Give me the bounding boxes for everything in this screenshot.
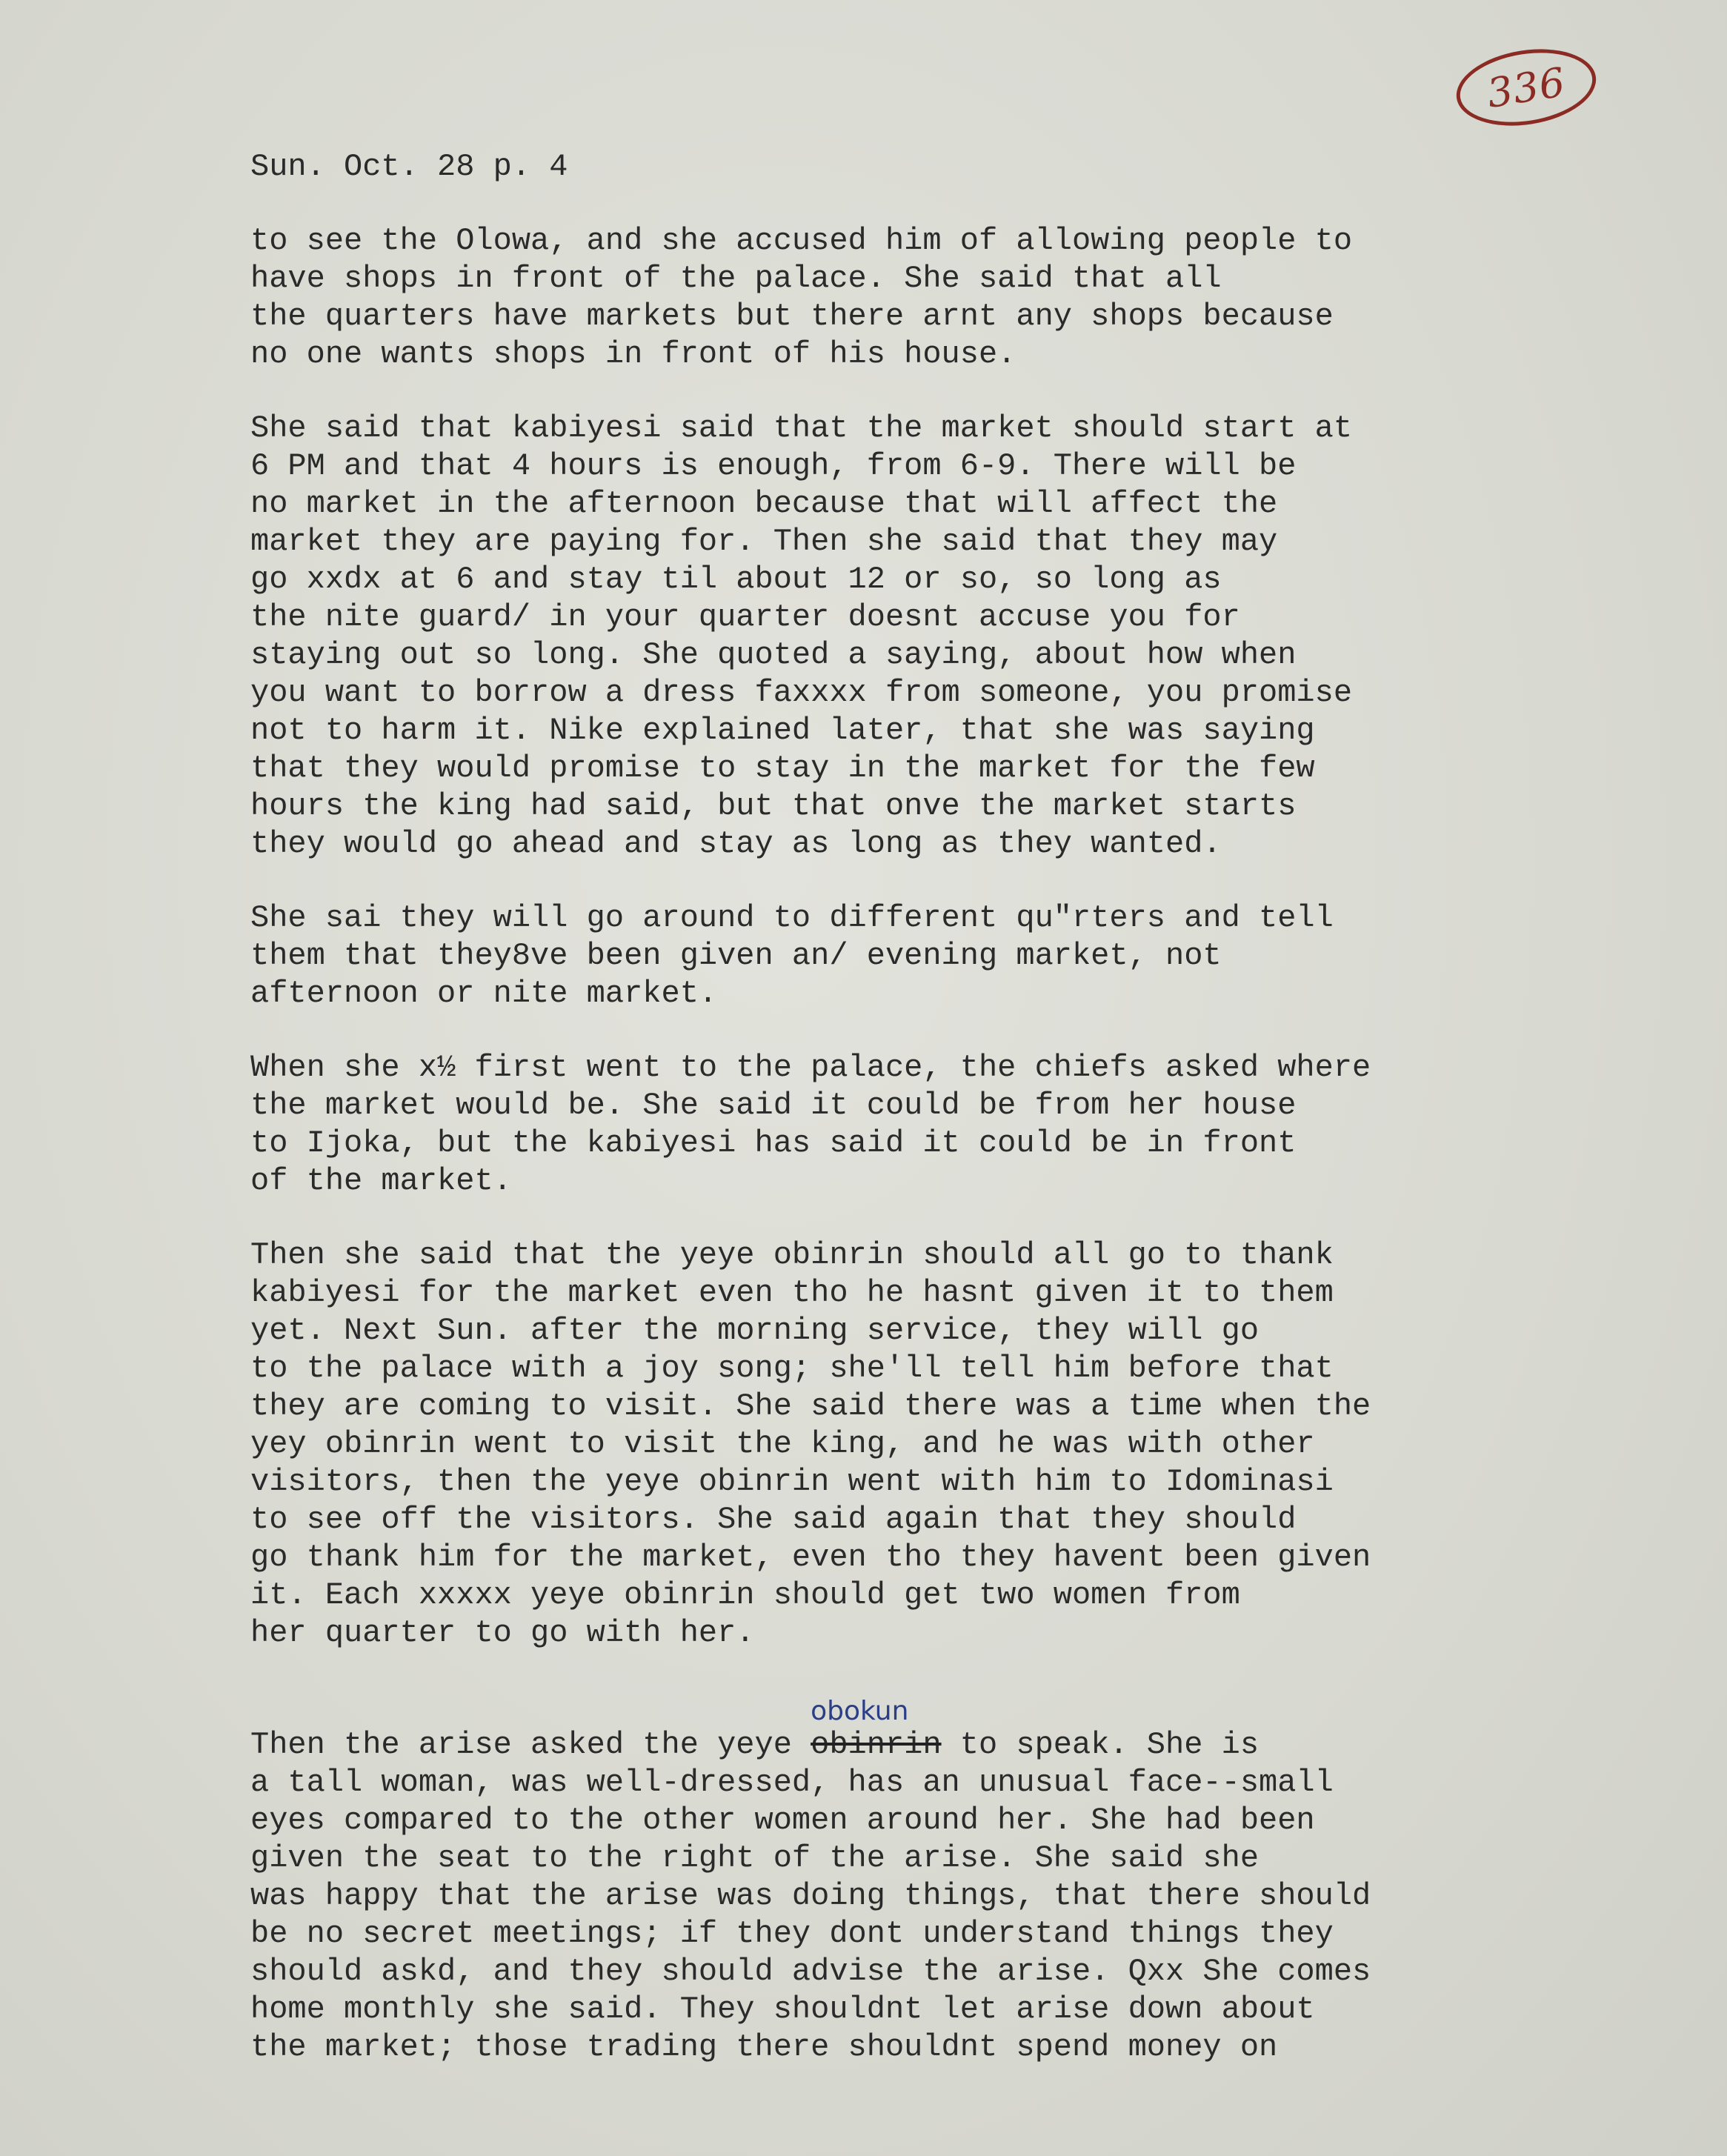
text-line: to the palace with a joy song; she'll tell him before that <box>250 1351 1334 1386</box>
text-line-with-correction <box>250 1696 1658 1764</box>
text-line: yet. Next Sun. after the morning service, they will go <box>250 1313 1260 1348</box>
text-line: the market; those trading there shouldnt spend money on <box>250 2029 1278 2065</box>
typescript-body <box>250 148 1658 2103</box>
paragraph-2 <box>250 410 1658 863</box>
text-line: Then she said that the yeye obinrin should all go to thank <box>250 1237 1334 1273</box>
paragraph-4 <box>250 1049 1658 1200</box>
text-line: it. Each xxxxx yeye obinrin should get two women from <box>250 1577 1240 1613</box>
text-line: that they would promise to stay in the market for the few <box>250 751 1315 786</box>
text-line: no one wants shops in front of his house. <box>250 336 1016 372</box>
text-line: the quarters have markets but there arnt any shops because <box>250 299 1334 334</box>
text-line: of the market. <box>250 1163 512 1199</box>
text-line: they are coming to visit. She said there was a time when the <box>250 1388 1371 1424</box>
page-number: 336 <box>1483 58 1569 117</box>
text-line: you want to borrow a dress faxxxx from someone, you promise <box>250 675 1353 711</box>
text-line: they would go ahead and stay as long as they wanted. <box>250 826 1222 862</box>
text-line: have shops in front of the palace. She said that all <box>250 261 1222 296</box>
text-line: the nite guard/ in your quarter doesnt accuse you for <box>250 599 1240 635</box>
text-line: should askd, and they should advise the arise. Qxx She comes <box>250 1954 1371 1989</box>
text-line: hours the king had said, but that onve the market starts <box>250 788 1297 824</box>
text-line: When she x½ first went to the palace, the chiefs asked where <box>250 1050 1371 1085</box>
text-line: be no secret meetings; if they dont understand things they <box>250 1916 1334 1952</box>
text-line: afternoon or nite market. <box>250 976 718 1011</box>
paragraph-6 <box>250 1696 1658 2066</box>
text-line: eyes compared to the other women around her. She had been <box>250 1803 1315 1838</box>
text-line: them that they8ve been given an/ evening market, not <box>250 938 1222 974</box>
paragraph-3 <box>250 899 1658 1013</box>
page-number-circle <box>1451 40 1601 135</box>
text-line: the market would be. She said it could be from her house <box>250 1088 1297 1123</box>
struck-word: obinrin <box>811 1727 942 1763</box>
text-line: to see the Olowa, and she accused him of allowing people to <box>250 223 1353 259</box>
text-segment: Then the arise asked the yeye <box>250 1727 811 1763</box>
correction <box>811 1696 942 1764</box>
text-segment: to speak. She is <box>941 1727 1260 1763</box>
text-line: She said that kabiyesi said that the market should start at <box>250 410 1353 446</box>
text-line: home monthly she said. They shouldnt let arise down about <box>250 1992 1315 2027</box>
text-line: She sai they will go around to different qu"rters and tell <box>250 900 1334 936</box>
text-line: visitors, then the yeye obinrin went with him to Idominasi <box>250 1464 1334 1500</box>
text-line: staying out so long. She quoted a saying, about how when <box>250 637 1297 673</box>
text-line: given the seat to the right of the arise. She said she <box>250 1840 1260 1876</box>
text-line: no market in the afternoon because that will affect the <box>250 486 1278 522</box>
paragraph-1 <box>250 222 1658 373</box>
text-line: to Ijoka, but the kabiyesi has said it could be in front <box>250 1125 1297 1161</box>
text-line: go xxdx at 6 and stay til about 12 or so, so long as <box>250 562 1222 597</box>
handwritten-insert: obokun <box>811 1696 909 1726</box>
text-line: was happy that the arise was doing things, that there should <box>250 1878 1371 1914</box>
text-line: her quarter to go with her. <box>250 1615 755 1651</box>
text-line: go thank him for the market, even tho they havent been given <box>250 1540 1371 1575</box>
text-line: kabiyesi for the market even tho he hasnt given it to them <box>250 1275 1334 1311</box>
text-line: 6 PM and that 4 hours is enough, from 6-9. There will be <box>250 448 1297 484</box>
text-line: a tall woman, was well-dressed, has an unusual face--small <box>250 1765 1334 1800</box>
text-line: not to harm it. Nike explained later, that she was saying <box>250 713 1315 748</box>
page-header: Sun. Oct. 28 p. 4 <box>250 149 568 184</box>
paragraph-5 <box>250 1237 1658 1652</box>
text-line: market they are paying for. Then she said that they may <box>250 524 1278 559</box>
text-line: to see off the visitors. She said again that they should <box>250 1502 1297 1537</box>
text-line: yey obinrin went to visit the king, and he was with other <box>250 1426 1315 1462</box>
